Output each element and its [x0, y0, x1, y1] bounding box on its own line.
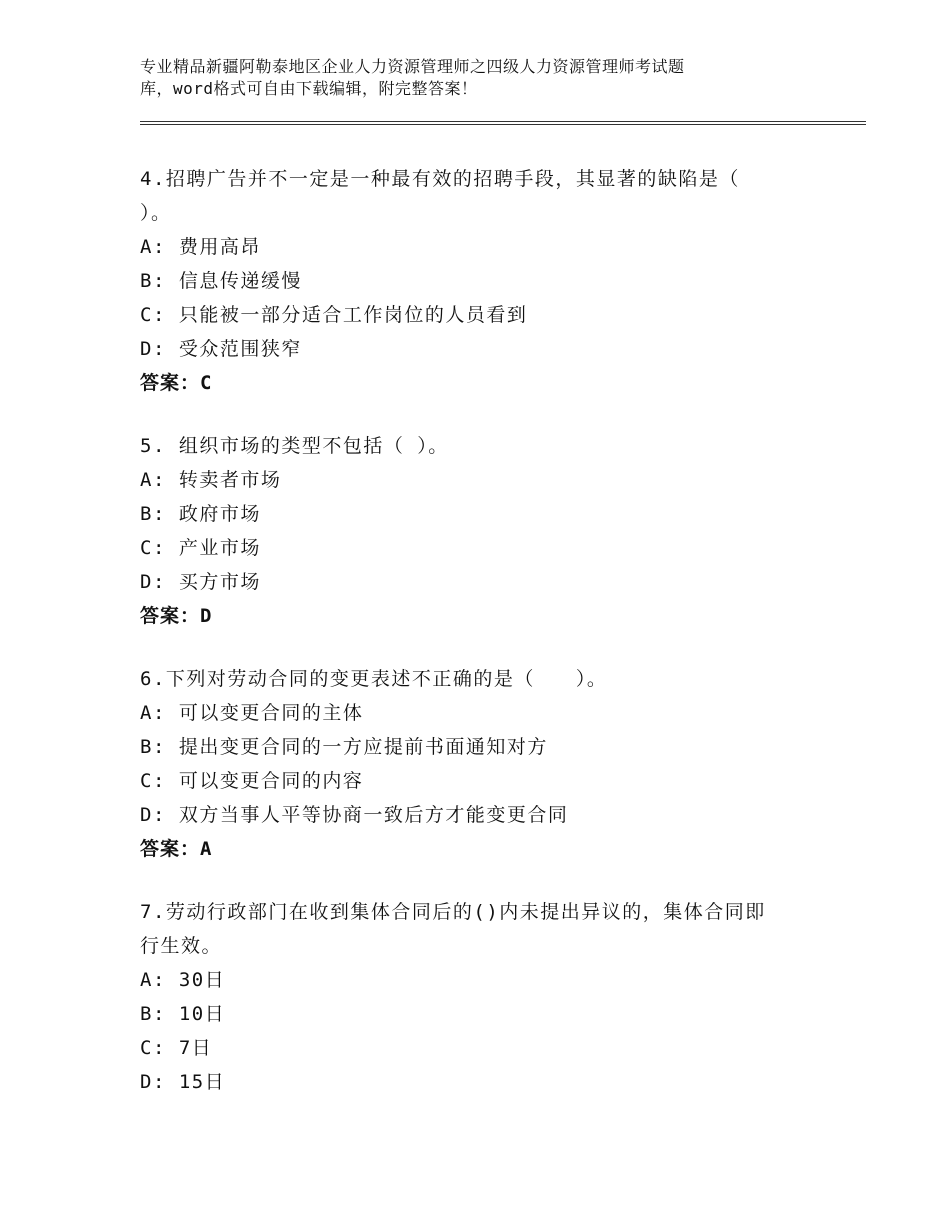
option-c: C: 只能被一部分适合工作岗位的人员看到	[140, 304, 528, 326]
option-b: B: 10日	[140, 1003, 226, 1025]
option-d: D: 买方市场	[140, 571, 261, 593]
answer	[140, 366, 820, 400]
option-a: A: 费用高昂	[140, 236, 261, 258]
option-b: B: 信息传递缓慢	[140, 270, 302, 292]
question-text-line-2: ）。	[140, 202, 172, 224]
header-line-2: 库，word格式可自由下载编辑，附完整答案！	[140, 79, 478, 98]
question-text-line-2: 行生效。	[140, 935, 223, 957]
question-4	[140, 162, 820, 400]
answer-value: C	[200, 372, 213, 394]
question-text-line-1: 4.招聘广告并不一定是一种最有效的招聘手段，其显著的缺陷是（	[140, 168, 740, 190]
question-text	[140, 429, 800, 463]
answer	[140, 599, 820, 633]
answer-label: 答案：	[140, 372, 201, 394]
header-divider-top	[140, 121, 866, 122]
question-6	[140, 662, 820, 866]
header-divider-bottom	[140, 124, 866, 125]
question-text	[140, 162, 800, 230]
option-b: B: 政府市场	[140, 503, 261, 525]
answer-label: 答案：	[140, 605, 201, 627]
answer-value: D	[200, 605, 213, 627]
option-a: A: 30日	[140, 969, 226, 991]
option-d: D: 15日	[140, 1071, 226, 1093]
document-header	[140, 56, 780, 100]
answer-label: 答案：	[140, 838, 201, 860]
option-c: C: 可以变更合同的内容	[140, 770, 364, 792]
option-d: D: 受众范围狭窄	[140, 338, 302, 360]
header-line-1: 专业精品新疆阿勒泰地区企业人力资源管理师之四级人力资源管理师考试题	[140, 57, 685, 76]
option-c: C: 7日	[140, 1037, 213, 1059]
question-text-line-1: 6.下列对劳动合同的变更表述不正确的是（ ）。	[140, 668, 608, 690]
question-text-line-1: 5. 组织市场的类型不包括（ ）。	[140, 435, 449, 457]
question-text	[140, 662, 800, 696]
question-7	[140, 895, 820, 1099]
option-a: A: 可以变更合同的主体	[140, 702, 364, 724]
option-a: A: 转卖者市场	[140, 469, 282, 491]
question-text-line-1: 7.劳动行政部门在收到集体合同后的()内未提出异议的，集体合同即	[140, 901, 766, 923]
option-b: B: 提出变更合同的一方应提前书面通知对方	[140, 736, 548, 758]
answer-value: A	[200, 838, 213, 860]
option-c: C: 产业市场	[140, 537, 261, 559]
question-text	[140, 895, 800, 963]
option-d: D: 双方当事人平等协商一致后方才能变更合同	[140, 804, 569, 826]
question-5	[140, 429, 820, 633]
answer	[140, 832, 820, 866]
question-list	[140, 162, 820, 1128]
